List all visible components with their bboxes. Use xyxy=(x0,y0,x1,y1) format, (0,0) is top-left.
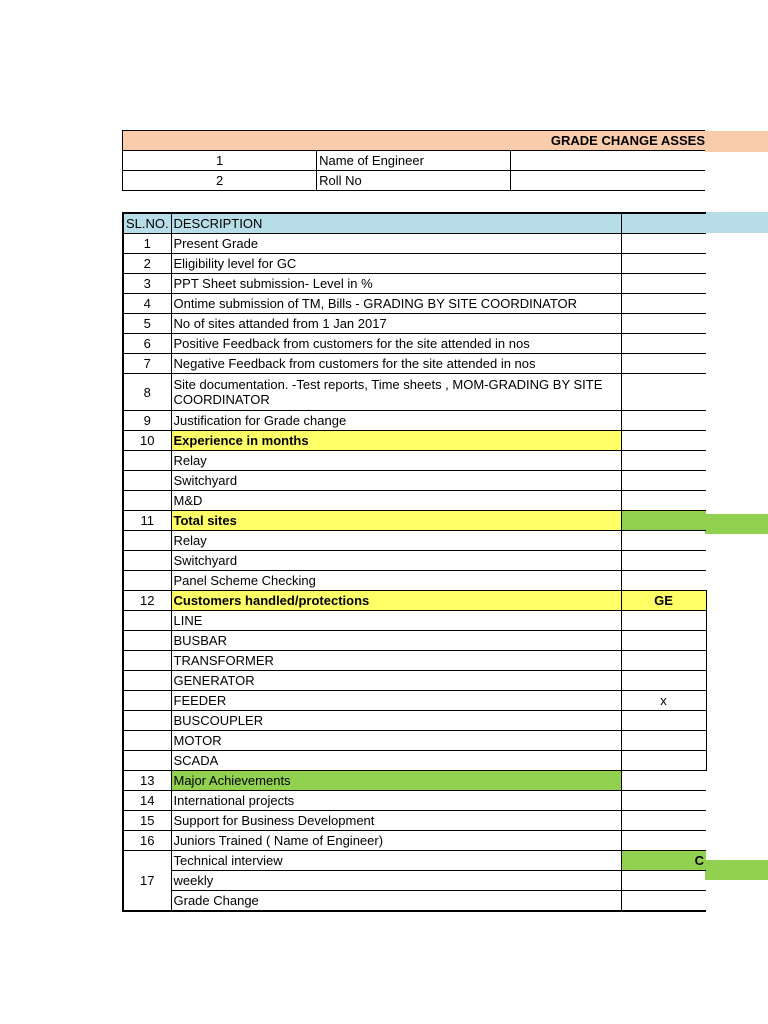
table-row xyxy=(123,731,706,751)
table-row xyxy=(123,274,706,294)
row-label: Switchyard xyxy=(171,551,621,571)
row-label: Switchyard xyxy=(171,471,621,491)
row-label: weekly xyxy=(171,871,621,891)
row-label: BUSCOUPLER xyxy=(171,711,621,731)
row-label: Name of Engineer xyxy=(317,151,511,171)
assessment-table xyxy=(122,212,707,912)
row-label: Roll No xyxy=(317,171,511,191)
table-row xyxy=(123,551,706,571)
table-row xyxy=(123,831,706,851)
row-label: Eligibility level for GC xyxy=(171,254,621,274)
row-label: Panel Scheme Checking xyxy=(171,571,621,591)
table-row xyxy=(123,314,706,334)
value-cell[interactable] xyxy=(621,631,706,651)
value-cell[interactable] xyxy=(621,451,706,471)
table-row xyxy=(123,171,706,191)
value-cell[interactable] xyxy=(621,891,706,912)
row-label: International projects xyxy=(171,791,621,811)
value-cell[interactable] xyxy=(621,731,706,751)
value-cell[interactable] xyxy=(621,671,706,691)
table-row xyxy=(123,471,706,491)
row-number: 5 xyxy=(123,314,171,334)
table-row xyxy=(123,611,706,631)
row-number: 17 xyxy=(123,851,171,912)
value-cell[interactable] xyxy=(621,611,706,631)
row-number: 7 xyxy=(123,354,171,374)
row-number: 14 xyxy=(123,791,171,811)
table-row xyxy=(123,531,706,551)
row-number: 6 xyxy=(123,334,171,354)
row-number: 15 xyxy=(123,811,171,831)
row-label: No of sites attanded from 1 Jan 2017 xyxy=(171,314,621,334)
value-cell[interactable] xyxy=(621,314,706,334)
value-cell[interactable] xyxy=(621,571,706,591)
value-cell[interactable] xyxy=(621,871,706,891)
row-label: Relay xyxy=(171,451,621,471)
value-cell[interactable] xyxy=(621,354,706,374)
row-label: Juniors Trained ( Name of Engineer) xyxy=(171,831,621,851)
value-cell[interactable] xyxy=(621,811,706,831)
value-cell[interactable] xyxy=(621,411,706,431)
column-header-sl-no: SL.NO. xyxy=(123,213,171,234)
value-cell[interactable] xyxy=(621,254,706,274)
row-label: Support for Business Development xyxy=(171,811,621,831)
row-label: Present Grade xyxy=(171,234,621,254)
table-row xyxy=(123,294,706,314)
value-cell[interactable] xyxy=(621,531,706,551)
engineer-info-table xyxy=(122,130,705,191)
table-row xyxy=(123,451,706,471)
row-label: LINE xyxy=(171,611,621,631)
value-cell[interactable] xyxy=(621,234,706,254)
row-label: FEEDER xyxy=(171,691,621,711)
column-header-description: DESCRIPTION xyxy=(171,213,621,234)
row-number: 3 xyxy=(123,274,171,294)
row-label: SCADA xyxy=(171,751,621,771)
customer-ge-header: GE xyxy=(621,591,706,611)
value-cell[interactable] xyxy=(621,551,706,571)
row-number: 10 xyxy=(123,431,171,451)
row-label: M&D xyxy=(171,491,621,511)
row-number: 1 xyxy=(123,234,171,254)
table-row xyxy=(123,751,706,771)
table-row xyxy=(123,151,706,171)
table-row xyxy=(123,791,706,811)
value-cell[interactable] xyxy=(621,791,706,811)
table-row xyxy=(123,891,706,912)
table-row xyxy=(123,871,706,891)
technical-interview-green-strip xyxy=(705,860,768,880)
row-label: Positive Feedback from customers for the site attended in nos xyxy=(171,334,621,354)
row-number: 2 xyxy=(123,254,171,274)
section-heading: Customers handled/protections xyxy=(171,591,621,611)
row-label: MOTOR xyxy=(171,731,621,751)
value-cell[interactable] xyxy=(621,491,706,511)
value-cell[interactable] xyxy=(621,511,706,531)
table-row xyxy=(123,234,706,254)
row-number: 16 xyxy=(123,831,171,851)
table-row xyxy=(123,334,706,354)
table-row xyxy=(123,631,706,651)
section-row-total-sites xyxy=(123,511,706,531)
value-cell[interactable] xyxy=(621,294,706,314)
assessment-title-row xyxy=(123,131,706,151)
value-cell[interactable] xyxy=(621,431,706,451)
table-row xyxy=(123,851,706,871)
row-number: 12 xyxy=(123,591,171,611)
value-cell[interactable] xyxy=(621,274,706,294)
engineer-name-cell[interactable] xyxy=(511,151,705,171)
row-number: 1 xyxy=(123,151,317,171)
value-cell[interactable] xyxy=(621,751,706,771)
table-row xyxy=(123,811,706,831)
table-row xyxy=(123,691,706,711)
row-label: BUSBAR xyxy=(171,631,621,651)
column-header-row xyxy=(123,213,706,234)
table-row xyxy=(123,354,706,374)
row-label: Site documentation. -Test reports, Time sheets , MOM-GRADING BY SITE COORDINATOR xyxy=(171,374,621,411)
value-cell[interactable] xyxy=(621,831,706,851)
table-row xyxy=(123,254,706,274)
row-label: TRANSFORMER xyxy=(171,651,621,671)
table-row xyxy=(123,411,706,431)
technical-interview-value: C xyxy=(621,851,706,871)
section-heading: Total sites xyxy=(171,511,621,531)
row-label: Ontime submission of TM, Bills - GRADING BY SITE COORDINATOR xyxy=(171,294,621,314)
section-row-experience xyxy=(123,431,706,451)
row-number: 11 xyxy=(123,511,171,531)
value-cell[interactable] xyxy=(621,771,706,791)
section-heading: Major Achievements xyxy=(171,771,621,791)
feeder-mark[interactable]: x xyxy=(621,691,706,711)
roll-no-cell[interactable] xyxy=(511,171,705,191)
row-label: Justification for Grade change xyxy=(171,411,621,431)
row-label: Grade Change xyxy=(171,891,621,912)
assessment-title: GRADE CHANGE ASSES xyxy=(123,131,706,151)
row-label: PPT Sheet submission- Level in % xyxy=(171,274,621,294)
value-cell[interactable] xyxy=(621,471,706,491)
section-row-achievements xyxy=(123,771,706,791)
table-row xyxy=(123,374,706,411)
total-sites-green-strip xyxy=(705,514,768,534)
section-heading: Experience in months xyxy=(171,431,621,451)
section-row-customers xyxy=(123,591,706,611)
table-row xyxy=(123,671,706,691)
row-label: GENERATOR xyxy=(171,671,621,691)
row-label: Technical interview xyxy=(171,851,621,871)
row-number: 9 xyxy=(123,411,171,431)
value-cell[interactable] xyxy=(621,651,706,671)
column-header-value xyxy=(621,213,706,234)
header-orange-strip xyxy=(705,131,768,152)
row-label: Negative Feedback from customers for the site attended in nos xyxy=(171,354,621,374)
value-cell[interactable] xyxy=(621,334,706,354)
table-row xyxy=(123,571,706,591)
row-number: 2 xyxy=(123,171,317,191)
row-number: 4 xyxy=(123,294,171,314)
table-row xyxy=(123,651,706,671)
table-row xyxy=(123,491,706,511)
row-number: 8 xyxy=(123,374,171,411)
column-header-blue-strip xyxy=(705,212,768,233)
table-row xyxy=(123,711,706,731)
row-label: Relay xyxy=(171,531,621,551)
value-cell[interactable] xyxy=(621,711,706,731)
row-number: 13 xyxy=(123,771,171,791)
value-cell[interactable] xyxy=(621,374,706,411)
